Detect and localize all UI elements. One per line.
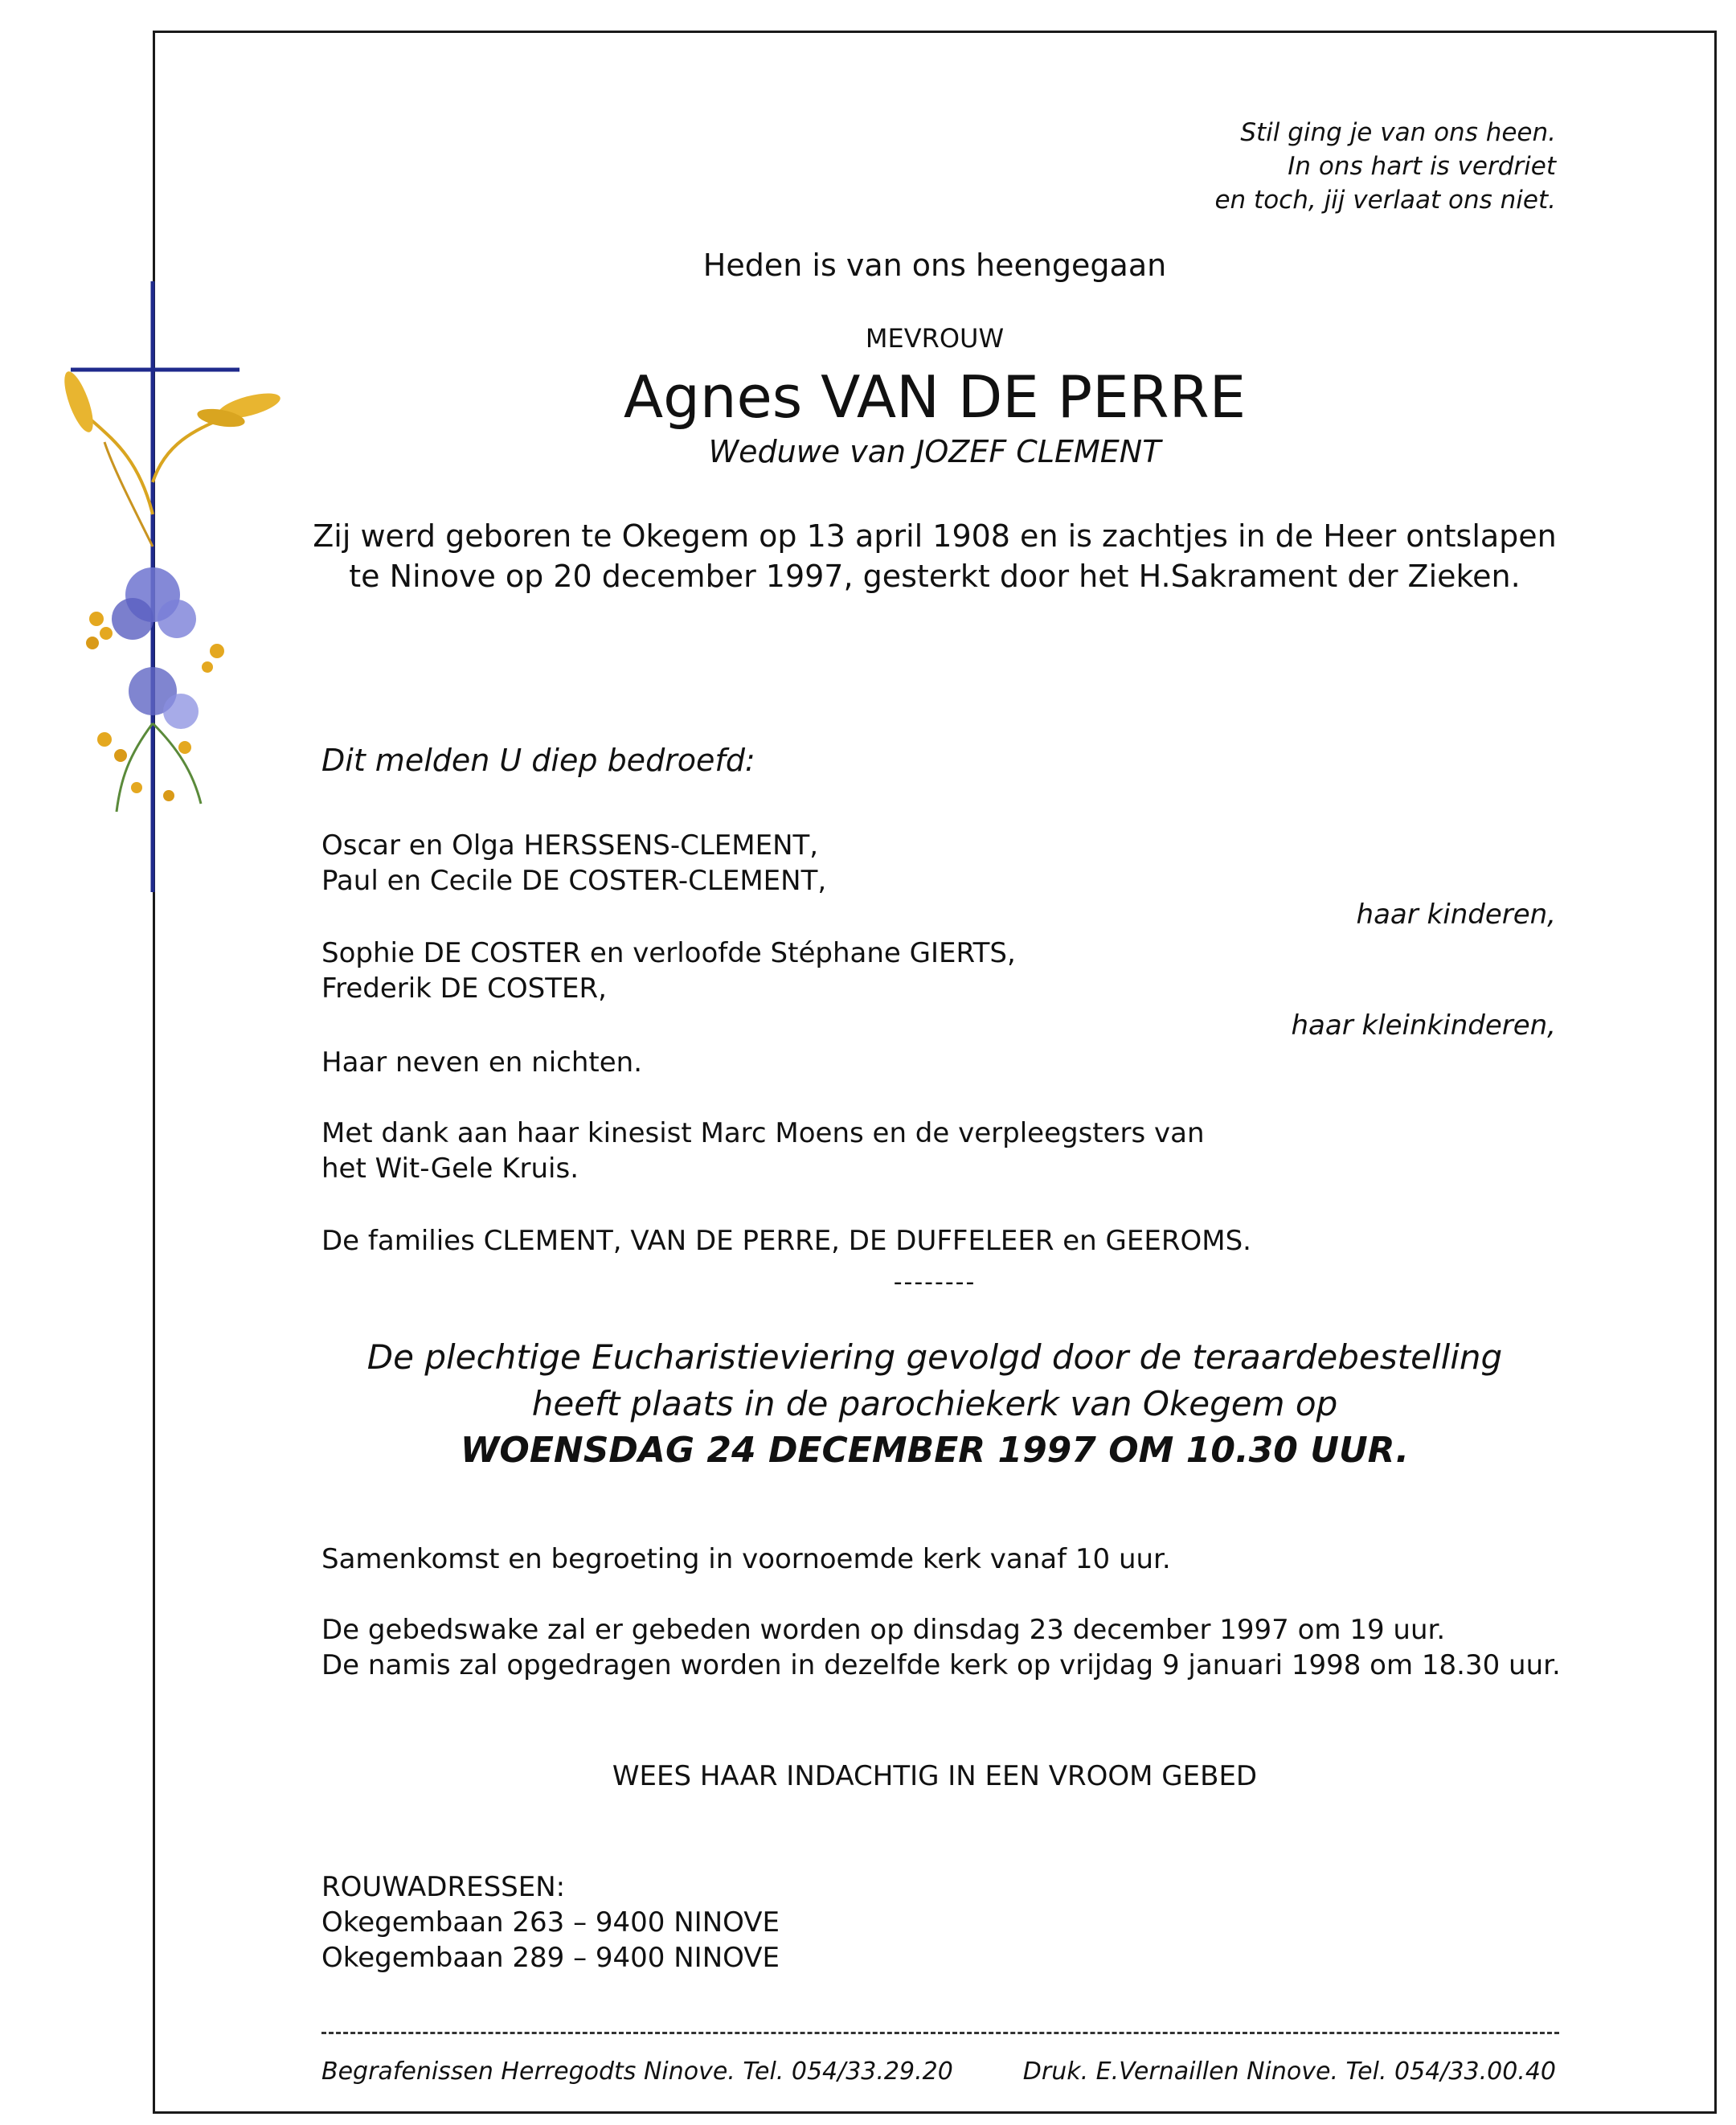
meeting-line: Samenkomst en begroeting in voornoemde kerk vanaf 10 uur. (321, 1543, 1171, 1575)
wake-line: De namis zal opgedragen worden in dezelfde kerk op vrijdag 9 januari 1998 om 18.30 uur. (321, 1649, 1561, 1681)
funeral-date: WOENSDAG 24 DECEMBER 1997 OM 10.30 UUR. (460, 1430, 1410, 1471)
children-label: haar kinderen, (1356, 899, 1556, 931)
wake-line: De gebedswake zal er gebeden worden op dinsdag 23 december 1997 om 19 uur. (321, 1614, 1446, 1646)
footer-undertaker: Begrafenissen Herregodts Ninove. Tel. 054/33.29.20 (321, 2057, 953, 2086)
address-line: Okegembaan 289 – 9400 NINOVE (321, 1942, 780, 1974)
thanks-line: Met dank aan haar kinesist Marc Moens en de verpleegsters van (321, 1117, 1205, 1149)
address-line: Okegembaan 263 – 9400 NINOVE (321, 1906, 780, 1939)
poem-line: Stil ging je van ons heen. (1240, 118, 1556, 147)
announce-line: Dit melden U diep bedroefd: (321, 743, 755, 778)
born-line: Zij werd geboren te Okegem op 13 april 1908 en is zachtjes in de Heer ontslapen (313, 518, 1557, 554)
thanks-text (321, 1116, 1205, 1186)
relatives-line: Haar neven en nichten. (321, 1046, 643, 1079)
funeral-line: De plechtige Eucharistieviering gevolgd door de teraardebestelling (366, 1337, 1503, 1377)
addresses-title: ROUWADRESSEN: (321, 1871, 566, 1903)
deceased-name: Agnes VAN DE PERRE (623, 363, 1247, 431)
poem-line: In ons hart is verdriet (1288, 152, 1556, 181)
footer-divider (321, 2032, 1559, 2034)
addresses-block (321, 1869, 780, 1976)
poem-line: en toch, jij verlaat ons niet. (1214, 186, 1556, 215)
list-item: Frederik DE COSTER, (321, 972, 607, 1005)
list-item: Paul en Cecile DE COSTER-CLEMENT, (321, 865, 827, 897)
list-item: Sophie DE COSTER en verloofde Stéphane GIERTS, (321, 937, 1016, 969)
salutation: MEVROUW (865, 323, 1005, 354)
prayer-line: WEES HAAR INDACHTIG IN EEN VROOM GEBED (612, 1760, 1258, 1792)
birth-death-text (153, 516, 1717, 596)
poem (1214, 116, 1556, 217)
grandchildren-list (321, 936, 1016, 1006)
born-line: te Ninove op 20 december 1997, gesterkt door het H.Sakrament der Zieken. (349, 559, 1521, 594)
thanks-line: het Wit-Gele Kruis. (321, 1153, 579, 1185)
footer-printer: Druk. E.Vernaillen Ninove. Tel. 054/33.00.40 (1022, 2057, 1556, 2086)
intro-text: Heden is van ons heengegaan (702, 248, 1167, 283)
widow-line: Weduwe van JOZEF CLEMENT (708, 434, 1161, 469)
wake-text (321, 1612, 1561, 1683)
families-line: De families CLEMENT, VAN DE PERRE, DE DUFFELEER en GEEROMS. (321, 1225, 1251, 1257)
grandchildren-label: haar kleinkinderen, (1291, 1009, 1556, 1042)
children-list (321, 828, 826, 899)
divider: -------- (893, 1268, 976, 1296)
list-item: Oscar en Olga HERSSENS-CLEMENT, (321, 829, 819, 862)
funeral-announcement (153, 1334, 1717, 1474)
funeral-line: heeft plaats in de parochiekerk van Okegem op (531, 1384, 1338, 1423)
